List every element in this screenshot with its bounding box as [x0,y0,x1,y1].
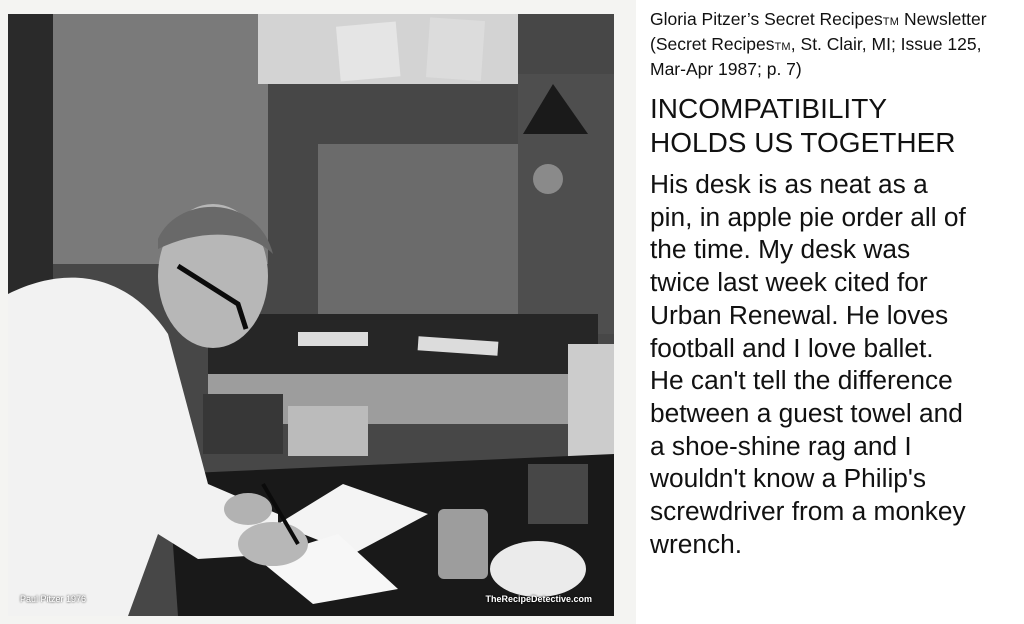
body-line: football and I love ballet. [650,332,934,363]
citation-part-2: Newsletter (Secret Recipes [650,9,987,54]
vintage-photo [8,14,614,616]
body-line: twice last week cited for [650,267,928,298]
body-line: a shoe-shine rag and I [650,430,912,461]
photo-credit: Paul Pitzer 1976 [20,594,87,604]
citation-part-3: , St. Clair, MI; Issue 125, Mar-Apr 1987; p. 7) [650,34,982,79]
trademark-1: TM [882,16,900,28]
article-body [650,168,1016,560]
body-line: His desk is as neat as a [650,169,928,199]
body-line: screwdriver from a monkey [650,496,966,527]
article-title [650,92,1016,160]
citation-part-1: Gloria Pitzer’s Secret Recipes [650,9,883,29]
body-line: Urban Renewal. He loves [650,299,949,330]
title-line: HOLDS US TOGETHER [650,127,956,158]
body-line: wouldn't know a Philip's [650,463,927,494]
body-line: the time. My desk was [650,234,911,265]
body-line: He can't tell the difference [650,365,953,396]
watermark-text: TheRecipeDetective.com [485,594,592,604]
body-line: wrench. [650,528,743,559]
body-line: between a guest towel and [650,397,963,428]
photo-illustration [8,14,614,616]
article-panel [650,8,1016,560]
citation [650,8,1016,80]
title-line: INCOMPATIBILITY [650,93,887,124]
body-line: pin, in apple pie order all of [650,201,966,232]
trademark-2: TM [774,41,791,53]
